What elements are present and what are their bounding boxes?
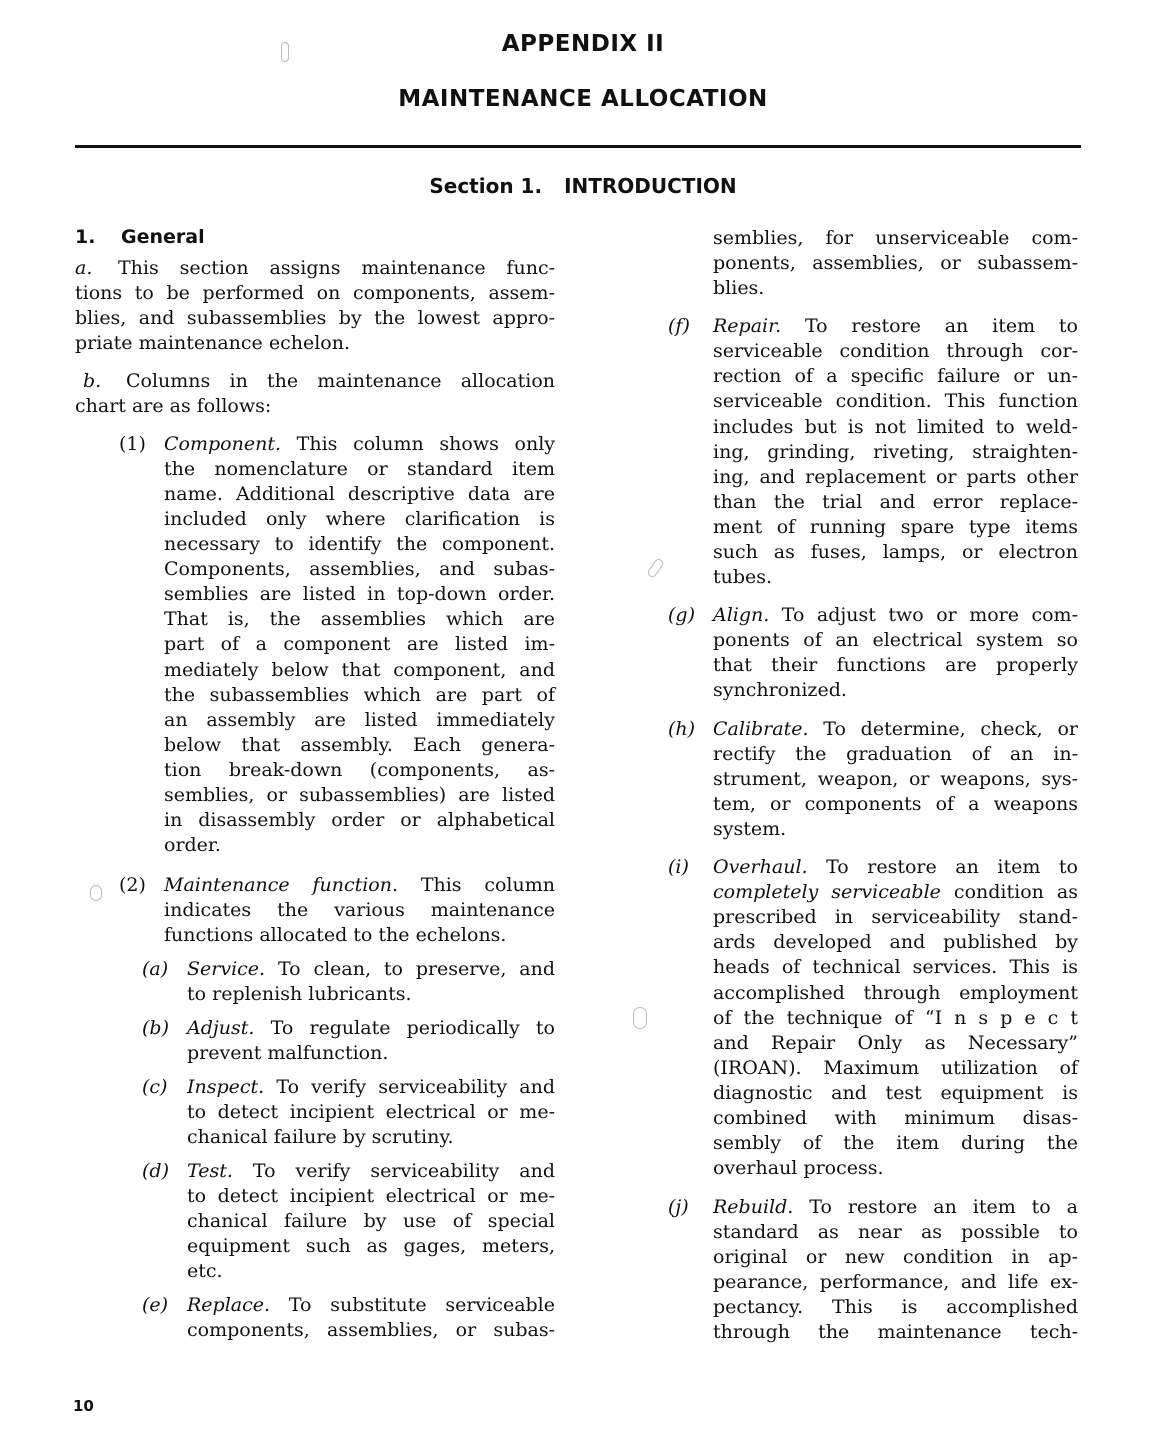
text-line: ment of running spare type items bbox=[713, 516, 1078, 538]
item-label: (f) bbox=[668, 315, 690, 337]
text-line: combined with minimum disas- bbox=[713, 1107, 1078, 1129]
text-line bbox=[187, 1016, 555, 1041]
text-line: pearance, performance, and life ex- bbox=[713, 1271, 1078, 1293]
paragraph-heading bbox=[75, 226, 205, 248]
text-line: overhaul process. bbox=[713, 1157, 884, 1179]
line-text: To regulate periodically to bbox=[254, 1017, 555, 1039]
line-text: To verify serviceability and bbox=[264, 1076, 555, 1098]
text-line: priate maintenance echelon. bbox=[75, 332, 350, 354]
defined-term: Calibrate. bbox=[713, 718, 809, 740]
item-label: (2) bbox=[119, 874, 146, 896]
text-line: that their functions are properly bbox=[713, 654, 1078, 676]
defined-term: completely serviceable bbox=[713, 881, 941, 903]
text-line: sembly of the item during the bbox=[713, 1132, 1078, 1154]
defined-term: Align. bbox=[713, 604, 770, 626]
text-line: necessary to identify the component. bbox=[164, 533, 555, 555]
text-line: an assembly are listed immediately bbox=[164, 709, 555, 731]
text-line: chart are as follows: bbox=[75, 395, 272, 417]
text-line: to replenish lubricants. bbox=[187, 983, 412, 1005]
text-line: rection of a specific failure or un- bbox=[713, 365, 1078, 387]
text-line: of the technique of “I n s p e c t bbox=[713, 1007, 1078, 1029]
text-line: such as fuses, lamps, or electron bbox=[713, 541, 1078, 563]
section-number: Section 1. bbox=[429, 174, 543, 198]
paragraph-number: 1. bbox=[75, 226, 96, 248]
text-line: Components, assemblies, and subas- bbox=[164, 558, 555, 580]
text-line bbox=[713, 314, 1078, 339]
defined-term: Adjust. bbox=[187, 1017, 255, 1039]
item-label: (g) bbox=[668, 604, 695, 626]
section-heading bbox=[0, 174, 1166, 198]
text-line: strument, weapon, or weapons, sys- bbox=[713, 768, 1078, 790]
text-line bbox=[187, 1159, 555, 1184]
text-line: order. bbox=[164, 834, 221, 856]
line-text: To substitute serviceable bbox=[270, 1294, 555, 1316]
text-line: tion break-down (components, as- bbox=[164, 759, 555, 781]
text-line: original or new condition in ap- bbox=[713, 1246, 1078, 1268]
text-line bbox=[187, 1293, 555, 1318]
text-line: Columns in the maintenance allocation bbox=[126, 370, 555, 392]
item-label: b. bbox=[83, 370, 102, 392]
text-line: ards developed and published by bbox=[713, 931, 1078, 953]
defined-term: Component. bbox=[164, 433, 281, 455]
item-label: (c) bbox=[142, 1076, 168, 1098]
text-line: in disassembly order or alphabetical bbox=[164, 809, 555, 831]
text-line: name. Additional descriptive data are bbox=[164, 483, 555, 505]
defined-term: Test. bbox=[187, 1160, 233, 1182]
text-line: components, assemblies, or subas- bbox=[187, 1319, 555, 1341]
item-label: (j) bbox=[668, 1196, 689, 1218]
text-line: ponents of an electrical system so bbox=[713, 629, 1078, 651]
text-line: etc. bbox=[187, 1260, 223, 1282]
defined-term: Overhaul. bbox=[713, 856, 808, 878]
text-line: prescribed in serviceability stand- bbox=[713, 906, 1078, 928]
text-line bbox=[713, 880, 1078, 905]
text-line: semblies are listed in top-down order. bbox=[164, 583, 555, 605]
text-line: (IROAN). Maximum utilization of bbox=[713, 1057, 1078, 1079]
text-line: included only where clarification is bbox=[164, 508, 555, 530]
text-line bbox=[164, 873, 555, 898]
page-title: MAINTENANCE ALLOCATION bbox=[398, 86, 768, 112]
defined-term: Repair. bbox=[713, 315, 782, 337]
paragraph-title: General bbox=[121, 226, 205, 248]
line-text: To restore an item to a bbox=[793, 1196, 1078, 1218]
scan-mark bbox=[633, 1007, 647, 1029]
text-line: tubes. bbox=[713, 566, 773, 588]
item-label: a. bbox=[75, 257, 93, 279]
text-line: prevent malfunction. bbox=[187, 1042, 389, 1064]
line-text: To determine, check, or bbox=[808, 718, 1078, 740]
scan-mark bbox=[646, 557, 665, 579]
text-line: indicates the various maintenance bbox=[164, 899, 555, 921]
text-line: ponents, assemblies, or subassem- bbox=[713, 252, 1078, 274]
line-text: This column shows only bbox=[281, 433, 555, 455]
text-line: the subassemblies which are part of bbox=[164, 684, 555, 706]
text-line: ing, and replacement or parts other bbox=[713, 466, 1078, 488]
page-number: 10 bbox=[73, 1397, 94, 1415]
appendix-label: APPENDIX II bbox=[501, 31, 665, 57]
defined-term: Rebuild. bbox=[713, 1196, 794, 1218]
line-text: To restore an item to bbox=[807, 856, 1078, 878]
line-text: This column bbox=[398, 874, 555, 896]
text-line: serviceable condition. This function bbox=[713, 390, 1078, 412]
text-line: synchronized. bbox=[713, 679, 847, 701]
defined-term: Inspect. bbox=[187, 1076, 265, 1098]
item-label: (e) bbox=[142, 1294, 169, 1316]
text-line: equipment such as gages, meters, bbox=[187, 1235, 555, 1257]
text-line: to detect incipient electrical or me- bbox=[187, 1185, 555, 1207]
line-text: To clean, to preserve, and bbox=[265, 958, 555, 980]
text-line: diagnostic and test equipment is bbox=[713, 1082, 1078, 1104]
text-line bbox=[187, 1075, 555, 1100]
text-line bbox=[713, 855, 1078, 880]
text-line: semblies, for unserviceable com- bbox=[713, 227, 1078, 249]
text-line: than the trial and error replace- bbox=[713, 491, 1078, 513]
text-line bbox=[187, 957, 555, 982]
line-text: To adjust two or more com- bbox=[769, 604, 1078, 626]
text-line bbox=[164, 432, 555, 457]
text-line: system. bbox=[713, 818, 787, 840]
defined-term: Replace. bbox=[187, 1294, 271, 1316]
text-line: blies. bbox=[713, 277, 765, 299]
text-line: and Repair Only as Necessary” bbox=[713, 1032, 1078, 1054]
text-line: chanical failure by use of special bbox=[187, 1210, 555, 1232]
item-label: (b) bbox=[142, 1017, 169, 1039]
line-text: To restore an item to bbox=[781, 315, 1078, 337]
text-line: serviceable condition through cor- bbox=[713, 340, 1078, 362]
text-line: through the maintenance tech- bbox=[713, 1321, 1078, 1343]
scan-mark bbox=[281, 42, 289, 62]
defined-term: Maintenance function. bbox=[164, 874, 399, 896]
text-line: includes but is not limited to weld- bbox=[713, 416, 1078, 438]
scan-mark bbox=[90, 885, 102, 901]
item-label: (h) bbox=[668, 718, 696, 740]
item-label: (i) bbox=[668, 856, 689, 878]
title-divider bbox=[75, 145, 1081, 148]
section-title: INTRODUCTION bbox=[564, 174, 737, 198]
text-line: pectancy. This is accomplished bbox=[713, 1296, 1078, 1318]
text-line: part of a component are listed im- bbox=[164, 633, 555, 655]
text-line: blies, and subassemblies by the lowest appro- bbox=[75, 307, 555, 329]
text-line: functions allocated to the echelons. bbox=[164, 924, 507, 946]
line-text: To verify serviceability and bbox=[232, 1160, 555, 1182]
text-line: the nomenclature or standard item bbox=[164, 458, 555, 480]
text-line: accomplished through employment bbox=[713, 982, 1078, 1004]
text-line: That is, the assemblies which are bbox=[164, 608, 555, 630]
text-line: semblies, or subassemblies) are listed bbox=[164, 784, 555, 806]
text-line bbox=[713, 1195, 1078, 1220]
line-text: condition as bbox=[940, 881, 1078, 903]
text-line: tions to be performed on components, assem- bbox=[75, 282, 555, 304]
text-line: below that assembly. Each genera- bbox=[164, 734, 555, 756]
text-line: ing, grinding, riveting, straighten- bbox=[713, 441, 1078, 463]
item-label: (d) bbox=[142, 1160, 169, 1182]
item-label: (a) bbox=[142, 958, 169, 980]
text-line bbox=[713, 603, 1078, 628]
text-line: rectify the graduation of an in- bbox=[713, 743, 1078, 765]
text-line: heads of technical services. This is bbox=[713, 956, 1078, 978]
text-line: chanical failure by scrutiny. bbox=[187, 1126, 454, 1148]
text-line: tem, or components of a weapons bbox=[713, 793, 1078, 815]
item-label: (1) bbox=[119, 433, 146, 455]
text-line: to detect incipient electrical or me- bbox=[187, 1101, 555, 1123]
defined-term: Service. bbox=[187, 958, 266, 980]
text-line: This section assigns maintenance func- bbox=[118, 257, 555, 279]
text-line: mediately below that component, and bbox=[164, 659, 555, 681]
text-line bbox=[713, 717, 1078, 742]
text-line: standard as near as possible to bbox=[713, 1221, 1078, 1243]
